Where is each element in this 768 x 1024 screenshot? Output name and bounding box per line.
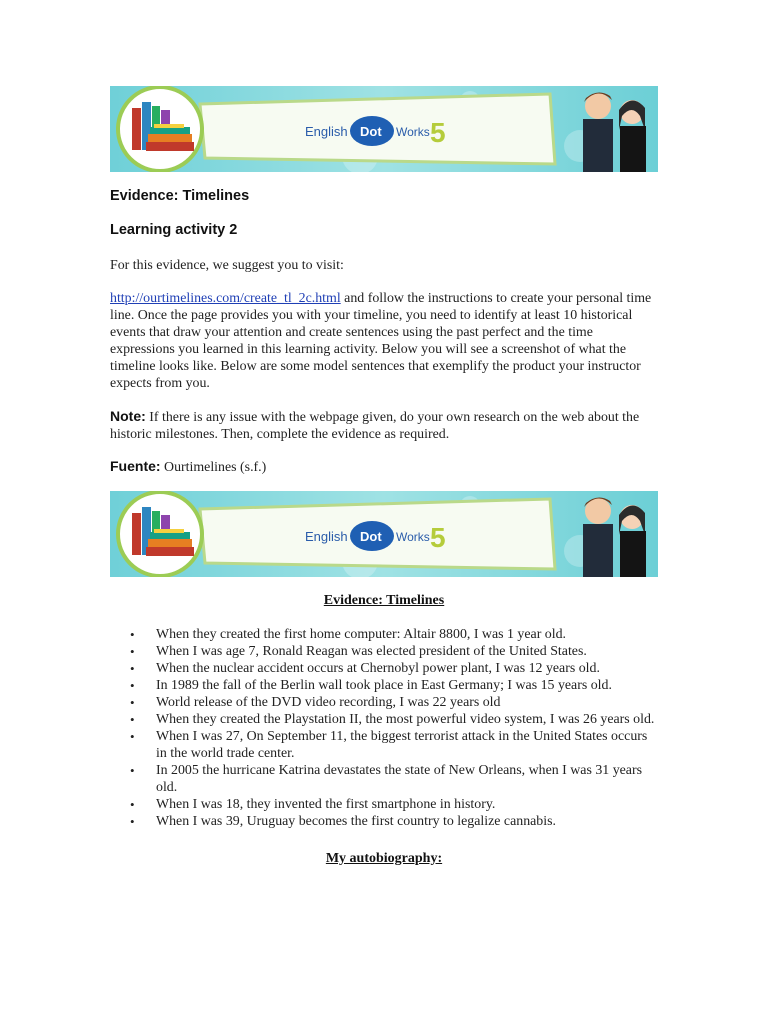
list-item: • When they created the Playstation II, the most powerful video system, I was 26 years old. [110, 711, 655, 728]
list-item: • When I was 39, Uruguay becomes the first country to legalize cannabis. [110, 813, 655, 830]
svg-text:Works: Works [396, 530, 430, 544]
source-label: Fuente: [110, 458, 161, 474]
instructions-paragraph [110, 290, 655, 392]
note-text: If there is any issue with the webpage given, do your own research on the web about the historic milestones. Then, complete the evidence as required. [110, 410, 640, 442]
note-label: Note: [110, 408, 146, 424]
list-item: • In 1989 the fall of the Berlin wall took place in East Germany; I was 15 years old. [110, 677, 655, 694]
list-item: • When they created the first home computer: Altair 8800, I was 1 year old. [110, 626, 655, 643]
list-item: • In 2005 the hurricane Katrina devastates the state of New Orleans, when I was 31 years old. [110, 762, 655, 796]
svg-text:English: English [305, 529, 348, 544]
instructions-text: and follow the instructions to create your personal time line. Once the page provides you with your timeline, you need to identify at least 10 historical events that draw your attention and create sentences using the past perfect and the time expressions you learned in this learning activity. Below you will see a screenshot of what the timeline looks like. Below are some model sentences that exemplify the product your instructor expects from you. [110, 291, 652, 391]
source-text: Ourtimelines (s.f.) [160, 460, 267, 475]
source-paragraph [110, 458, 655, 476]
svg-text:Dot: Dot [360, 124, 382, 139]
svg-text:Works: Works [396, 125, 430, 139]
events-list [110, 626, 655, 830]
header-banner-top [110, 86, 658, 172]
autobiography-title: My autobiography: [325, 851, 443, 866]
intro-text: For this evidence, we suggest you to visit: [110, 258, 344, 273]
heading-activity: Learning activity 2 [110, 222, 238, 238]
heading-evidence: Evidence: Timelines [110, 188, 250, 204]
section-title: Evidence: Timelines [323, 593, 445, 608]
timeline-link[interactable]: http://ourtimelines.com/create_tl_2c.html [110, 291, 341, 306]
svg-text:5: 5 [430, 117, 446, 148]
header-banner-second [110, 491, 658, 577]
svg-text:English: English [305, 124, 348, 139]
list-item: • When I was age 7, Ronald Reagan was elected president of the United States. [110, 643, 655, 660]
svg-text:5: 5 [430, 522, 446, 553]
note-paragraph [110, 408, 655, 443]
list-item: • When I was 18, they invented the first smartphone in history. [110, 796, 655, 813]
list-item: • World release of the DVD video recording, I was 22 years old [110, 694, 655, 711]
list-item: • When I was 27, On September 11, the biggest terrorist attack in the United States occurs in the world trade center. [110, 728, 655, 762]
list-item: • When the nuclear accident occurs at Chernobyl power plant, I was 12 years old. [110, 660, 655, 677]
svg-text:Dot: Dot [360, 529, 382, 544]
